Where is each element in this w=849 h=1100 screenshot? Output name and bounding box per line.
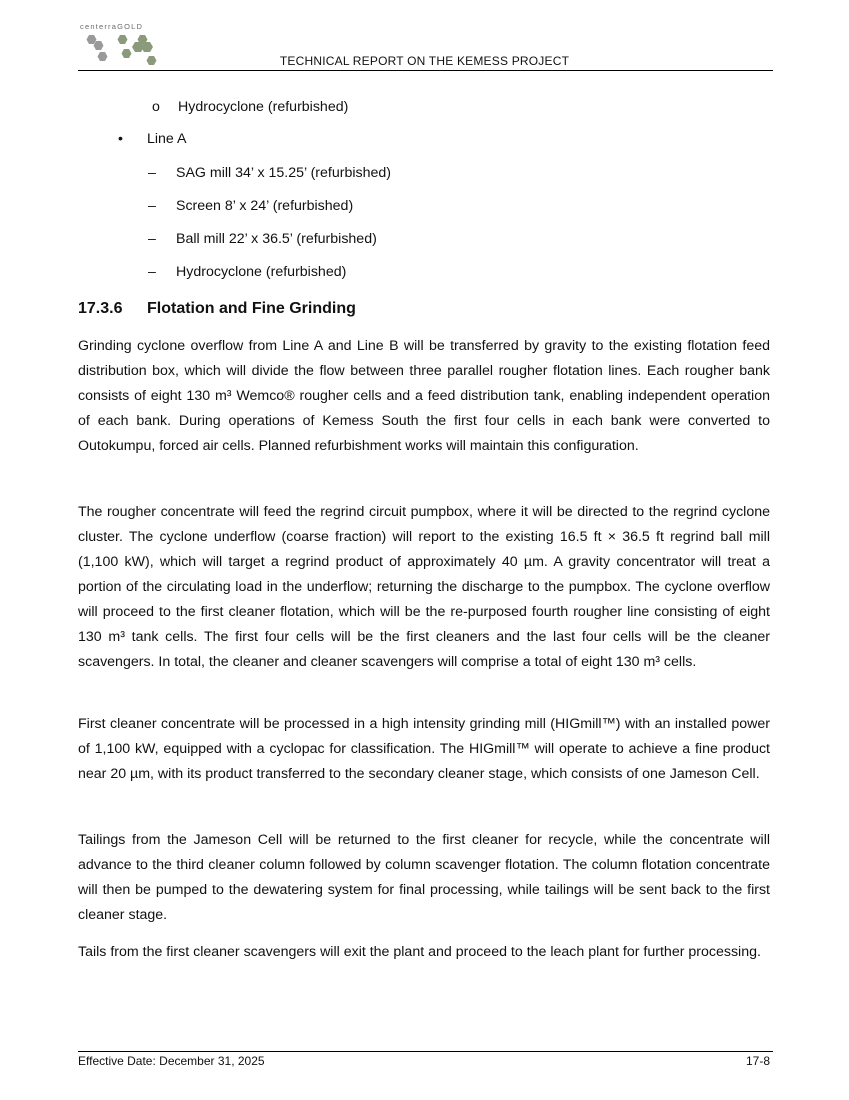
- paragraph: Tails from the first cleaner scavengers will exit the plant and proceed to the leach plant for further processing.: [78, 944, 761, 960]
- list-item-text: Hydrocyclone (refurbished): [178, 99, 349, 115]
- sub-bullet-marker: o: [152, 99, 160, 115]
- page-number: 17-8: [745, 1054, 770, 1068]
- list-item-text: Screen 8’ x 24’ (refurbished): [176, 198, 354, 214]
- list-item-text: Ball mill 22’ x 36.5’ (refurbished): [176, 231, 377, 247]
- section-number: 17.3.6: [78, 300, 123, 317]
- paragraph: Tailings from the Jameson Cell will be returned to the first cleaner for recycle, while the concentrate will advance to the third cleaner column followed by column scavenger flotation. The column flotation concentrate will then be pumped to the dewatering system for final processing, while tailings will be sent back to the first cleaner stage.: [78, 832, 770, 923]
- paragraph: Grinding cyclone overflow from Line A and Line B will be transferred by gravity to the existing flotation feed distribution box, which will divide the flow between three parallel rougher flotation lines. Each rougher bank consists of eight 130 m³ Wemco® rougher cells and a feed distribution tank, enabling independent operation of each bank. During operations of Kemess South the first four cells in each bank were converted to Outokumpu, forced air cells. Planned refurbishment works will maintain this configuration.: [78, 338, 770, 454]
- header-divider: [78, 70, 773, 71]
- list-item-text: Hydrocyclone (refurbished): [176, 264, 347, 280]
- logo-text: centerraGOLD: [80, 22, 144, 31]
- dash-marker: –: [148, 198, 156, 214]
- bullet-marker: •: [118, 131, 123, 147]
- dash-marker: –: [148, 264, 156, 280]
- effective-date: Effective Date: December 31, 2025: [78, 1054, 265, 1068]
- dash-marker: –: [148, 231, 156, 247]
- section-title: Flotation and Fine Grinding: [147, 300, 356, 317]
- footer-divider: [78, 1051, 773, 1052]
- paragraph: The rougher concentrate will feed the regrind circuit pumpbox, where it will be directed to the regrind cyclone cluster. The cyclone underflow (coarse fraction) will report to the existing 16.5 ft × 36.5 ft regrind ball mill (1,100 kW), which will target a regrind product of approximately 40 µm. A gravity concentrator will treat a portion of the circulating load in the underflow; returning the discharge to the pumpbox. The cyclone overflow will proceed to the first cleaner flotation, which will be the re-purposed fourth rougher line consisting of eight 130 m³ tank cells. The first four cells will be the first cleaners and the last four cells will be the cleaner scavengers. In total, the cleaner and cleaner scavengers will comprise a total of eight 130 m³ cells.: [78, 504, 770, 670]
- paragraph: First cleaner concentrate will be processed in a high intensity grinding mill (HIGmill™) with an installed power of 1,100 kW, equipped with a cyclopac for classification. The HIGmill™ will operate to achieve a fine product near 20 µm, with its product transferred to the secondary cleaner stage, which consists of one Jameson Cell.: [78, 716, 770, 782]
- section-heading: [78, 300, 356, 318]
- dash-marker: –: [148, 165, 156, 181]
- list-item-text: Line A: [147, 131, 187, 147]
- report-title: TECHNICAL REPORT ON THE KEMESS PROJECT: [279, 54, 570, 68]
- list-item-text: SAG mill 34’ x 15.25’ (refurbished): [176, 165, 392, 181]
